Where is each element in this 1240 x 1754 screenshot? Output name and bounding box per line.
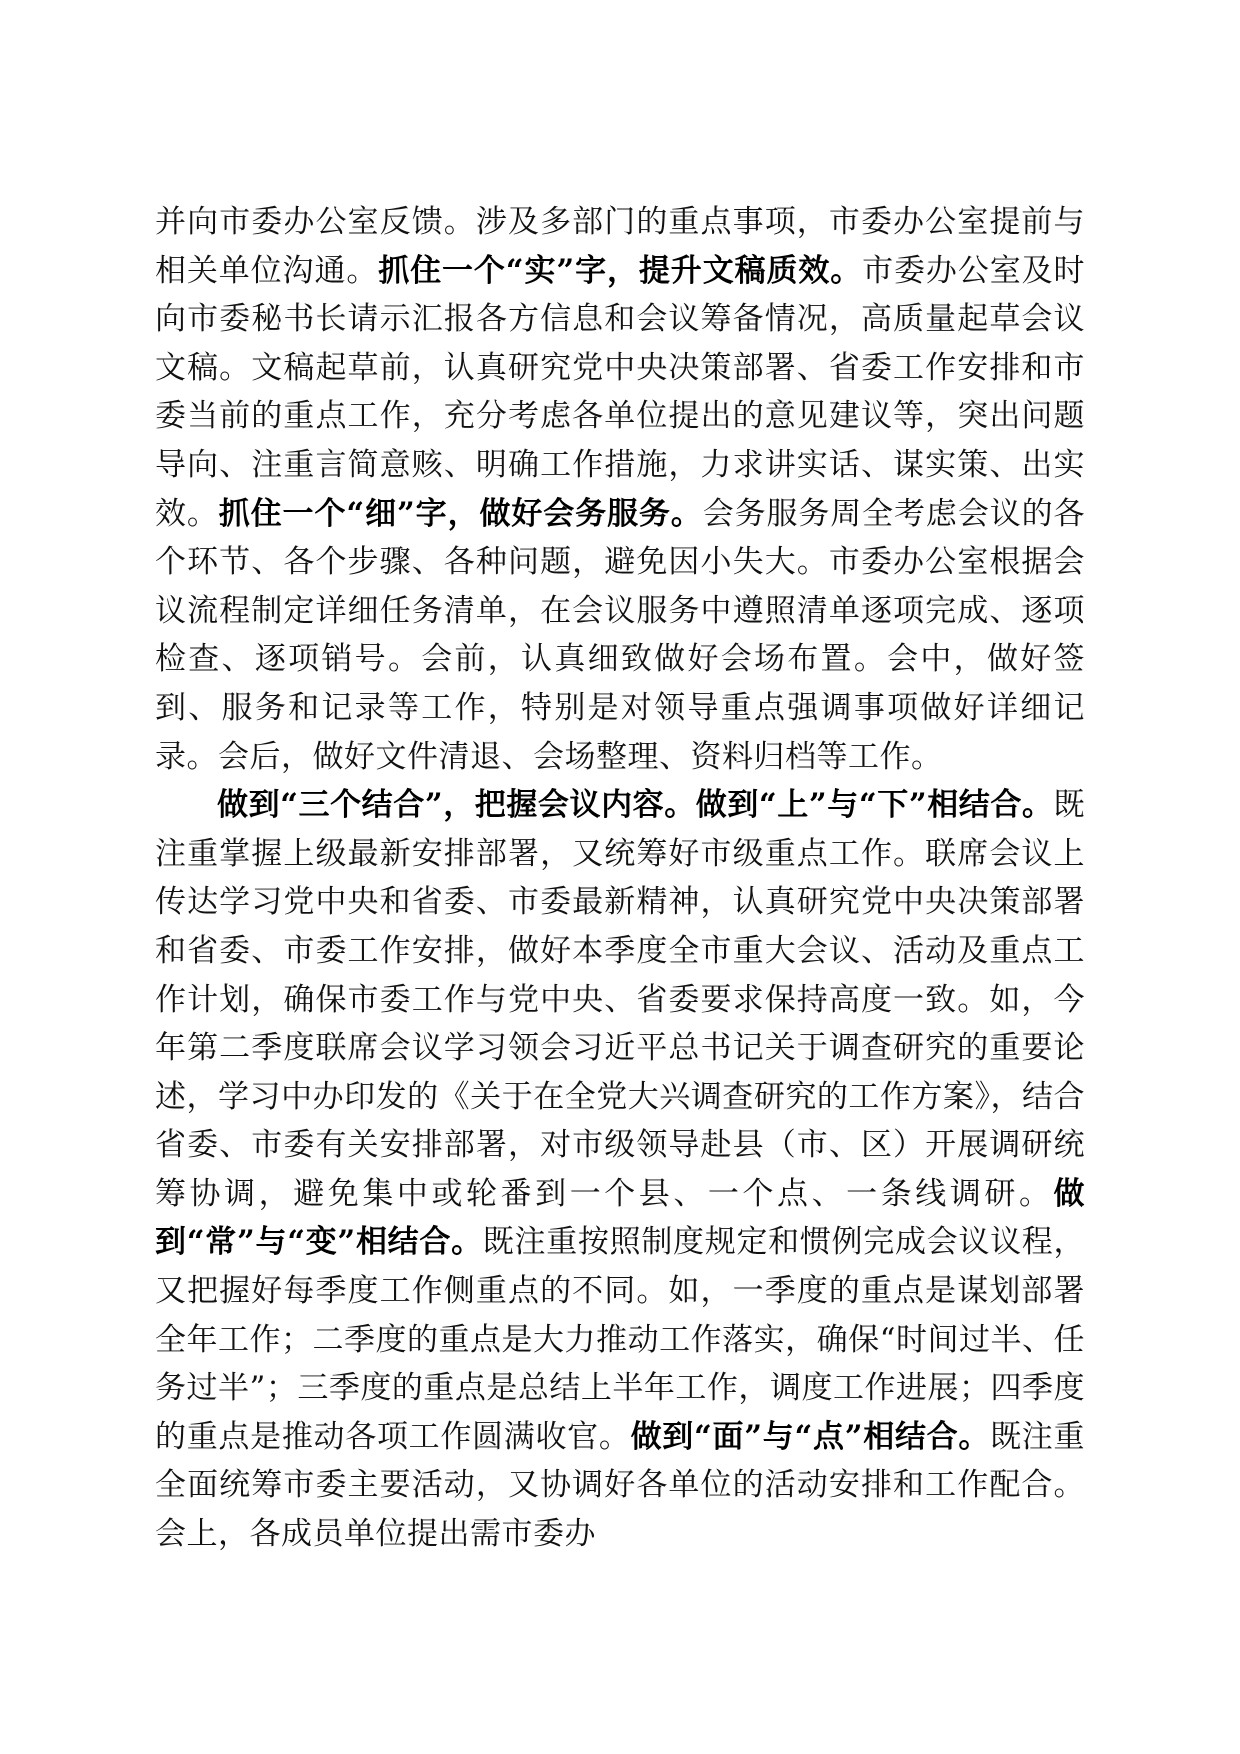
text-run: 会务服务周全考虑会议的各个环节、各个步骤、各种问题，避免因小失大。市委办公室根据会议流程制定详细任务清单，在会议服务中遵照清单逐项完成、逐项检查、逐项销号。会前，认真细致做好会场布置。会中，做好签到、服务和记录等工作，特别是对领导重点强调事项做好详细记录。会后，做好文件清退、会场整理、资料归档等工作。 (155, 495, 1085, 775)
paragraph-2 (155, 781, 1085, 1559)
text-run: 既注重全面统筹市委主要活动，又协调好各单位的活动安排和工作配合。会上，各成员单位提出需市委办 (155, 1418, 1086, 1553)
bold-heading-three-combinations: 做到“三个结合”，把握会议内容。做到“上”与“下”相结合。 (217, 787, 1054, 824)
text-run: 市委办公室及时向市委秘书长请示汇报各方信息和会议筹备情况，高质量起草会议文稿。文稿起草前，认真研究党中央决策部署、省委工作安排和市委当前的重点工作，充分考虑各单位提出的意见建议等，突出问题导向、注重言简意赅、明确工作措施，力求讲实话、谋实策、出实效。 (155, 252, 1085, 532)
bold-heading-chang-bian: 做到“常”与“变”相结合。 (155, 1175, 1085, 1261)
bold-heading-mian-dian: 做到“面”与“点”相结合。 (630, 1418, 991, 1455)
document-body (155, 198, 1085, 1559)
bold-heading-xi: 抓住一个“细”字，做好会务服务。 (218, 495, 703, 532)
text-run: 并向市委办公室反馈。涉及多部门的重点事项，市委办公室提前与相关单位沟通。 (155, 204, 1085, 289)
text-run: 既注重掌握上级最新安排部署，又统筹好市级重点工作。联席会议上传达学习党中央和省委、市委最新精神，认真研究党中央决策部署和省委、市委工作安排，做好本季度全市重大会议、活动及重点工作计划，确保市委工作与党中央、省委要求保持高度一致。如，今年第二季度联席会议学习领会习近平总书记关于调查研究的重要论述，学习中办印发的《关于在全党大兴调查研究的工作方案》，结合省委、市委有关安排部署，对市级领导赴县（市、区）开展调研统筹协调，避免集中或轮番到一个县、一个点、一条线调研。 (155, 787, 1085, 1212)
paragraph-1 (155, 198, 1085, 781)
bold-heading-shi: 抓住一个“实”字，提升文稿质效。 (378, 252, 863, 289)
text-run: 既注重按照制度规定和惯例完成会议议程，又把握好每季度工作侧重点的不同。如，一季度的重点是谋划部署全年工作；二季度的重点是大力推动工作落实，确保“时间过半、任务过半”；三季度的重点是总结上半年工作，调度工作进展；四季度的重点是推动各项工作圆满收官。 (155, 1224, 1085, 1455)
